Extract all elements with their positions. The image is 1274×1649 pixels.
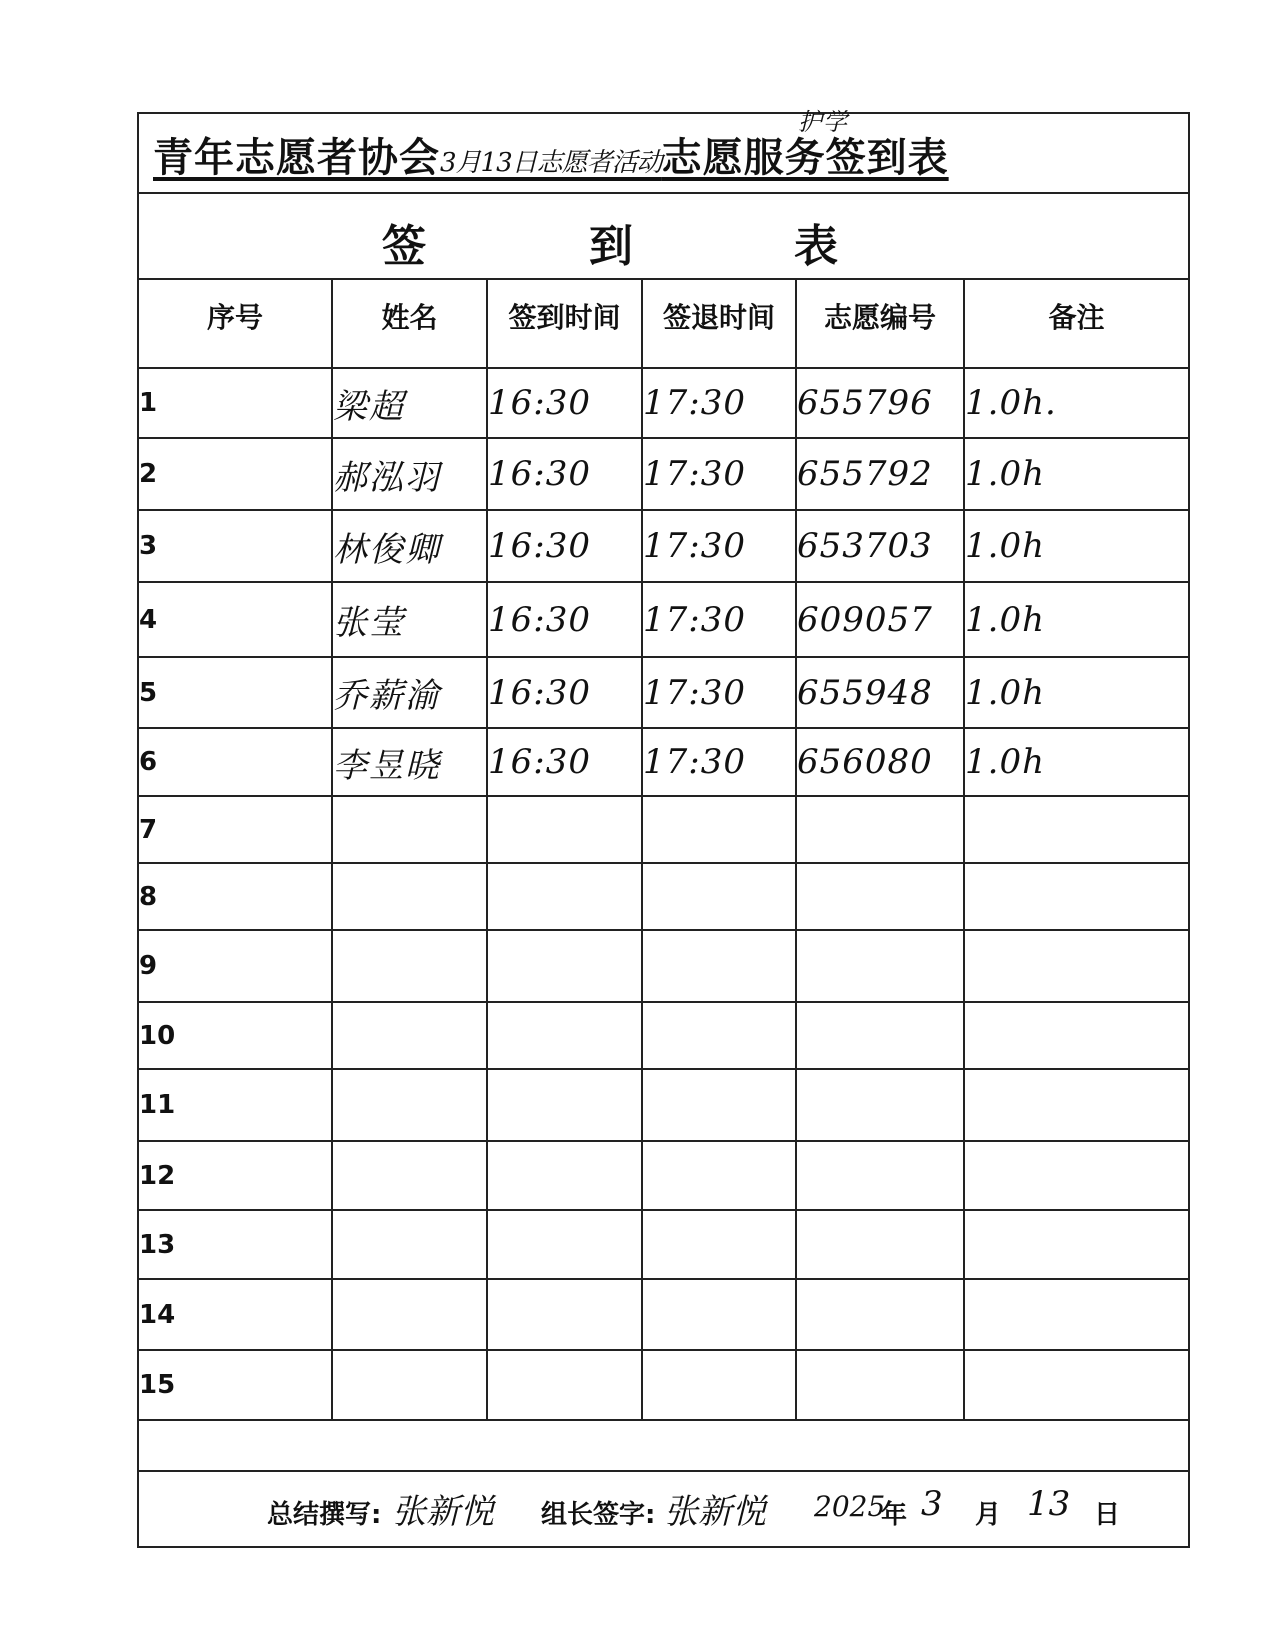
row-index: 1 xyxy=(139,368,332,438)
table-row xyxy=(139,368,1188,438)
volunteer-name xyxy=(332,1069,487,1141)
remark xyxy=(964,796,1188,863)
table-row xyxy=(139,1141,1188,1210)
volunteer-id xyxy=(796,863,964,930)
table-row xyxy=(139,930,1188,1002)
row-index: 4 xyxy=(139,582,332,657)
sign-out-time: 17:30 xyxy=(642,582,796,657)
summary-writer-signature: 张新悦 xyxy=(392,1492,494,1532)
sign-out-time xyxy=(642,1210,796,1279)
remark xyxy=(964,863,1188,930)
table-row xyxy=(139,863,1188,930)
table-row xyxy=(139,1069,1188,1141)
sign-out-time xyxy=(642,1350,796,1420)
row-index: 11 xyxy=(139,1069,332,1141)
row-index: 9 xyxy=(139,930,332,1002)
sign-in-time: 16:30 xyxy=(487,438,642,510)
volunteer-id xyxy=(796,1002,964,1069)
volunteer-name xyxy=(332,1210,487,1279)
volunteer-name xyxy=(332,1141,487,1210)
sign-in-sheet xyxy=(137,108,1190,1548)
sign-in-time xyxy=(487,1069,642,1141)
sheet-title xyxy=(153,108,949,183)
volunteer-name xyxy=(332,1279,487,1350)
sign-out-time xyxy=(642,1002,796,1069)
volunteer-id: 655948 xyxy=(796,657,964,728)
sign-out-time: 17:30 xyxy=(642,728,796,796)
remark: 1.0h xyxy=(964,510,1188,582)
row-index: 13 xyxy=(139,1210,332,1279)
volunteer-name: 李昱晓 xyxy=(332,728,487,796)
title-suffix: 志愿服务签到表 xyxy=(661,135,949,181)
footer-row xyxy=(139,1470,1188,1546)
remark: 1.0h. xyxy=(964,368,1188,438)
remark xyxy=(964,1279,1188,1350)
row-index: 2 xyxy=(139,438,332,510)
summary-writer-label: 总结撰写: xyxy=(267,1500,382,1530)
date-day: 13 xyxy=(1027,1484,1071,1524)
date-month-unit: 月 xyxy=(975,1500,1002,1530)
volunteer-name xyxy=(332,1002,487,1069)
row-index: 6 xyxy=(139,728,332,796)
sign-in-time xyxy=(487,796,642,863)
sign-in-time xyxy=(487,1279,642,1350)
sign-in-time xyxy=(487,1002,642,1069)
sign-in-time: 16:30 xyxy=(487,728,642,796)
volunteer-id xyxy=(796,930,964,1002)
volunteer-id xyxy=(796,1279,964,1350)
remark xyxy=(964,1210,1188,1279)
table-body xyxy=(139,368,1188,1420)
column-header-sign-out-time: 签退时间 xyxy=(642,280,796,368)
volunteer-name xyxy=(332,863,487,930)
volunteer-name: 乔薪渝 xyxy=(332,657,487,728)
sign-in-time: 16:30 xyxy=(487,510,642,582)
table-row xyxy=(139,657,1188,728)
sign-out-time xyxy=(642,1141,796,1210)
column-header-sign-in-time: 签到时间 xyxy=(487,280,642,368)
sign-in-time: 16:30 xyxy=(487,657,642,728)
date-month: 3 xyxy=(921,1484,943,1524)
remark xyxy=(964,930,1188,1002)
remark xyxy=(964,1350,1188,1420)
sign-out-time: 17:30 xyxy=(642,657,796,728)
table-row xyxy=(139,728,1188,796)
volunteer-id: 655792 xyxy=(796,438,964,510)
volunteer-id: 655796 xyxy=(796,368,964,438)
row-index: 15 xyxy=(139,1350,332,1420)
volunteer-id xyxy=(796,1069,964,1141)
sign-out-time: 17:30 xyxy=(642,510,796,582)
sign-in-time xyxy=(487,1141,642,1210)
column-header-remarks: 备注 xyxy=(964,280,1188,368)
volunteer-name: 林俊卿 xyxy=(332,510,487,582)
volunteer-id xyxy=(796,1350,964,1420)
volunteer-name xyxy=(332,1350,487,1420)
sign-in-time: 16:30 xyxy=(487,368,642,438)
title-prefix: 青年志愿者协会 xyxy=(153,135,440,181)
subtitle-char: 到 xyxy=(589,221,633,272)
volunteer-id: 653703 xyxy=(796,510,964,582)
sign-out-time xyxy=(642,1069,796,1141)
row-index: 12 xyxy=(139,1141,332,1210)
sign-out-time: 17:30 xyxy=(642,368,796,438)
title-handwritten-insert: 护学 xyxy=(798,108,848,136)
remark: 1.0h xyxy=(964,657,1188,728)
sign-out-time xyxy=(642,863,796,930)
row-index: 3 xyxy=(139,510,332,582)
table-row xyxy=(139,438,1188,510)
row-index: 14 xyxy=(139,1279,332,1350)
date-day-unit: 日 xyxy=(1094,1500,1121,1530)
subtitle-char: 表 xyxy=(794,221,838,272)
sign-out-time xyxy=(642,930,796,1002)
remark: 1.0h xyxy=(964,582,1188,657)
table-row xyxy=(139,1279,1188,1350)
column-header-volunteer-id: 志愿编号 xyxy=(796,280,964,368)
volunteer-id: 609057 xyxy=(796,582,964,657)
subtitle-row xyxy=(139,194,1188,280)
sign-in-time xyxy=(487,930,642,1002)
group-leader-label: 组长签字: xyxy=(541,1500,656,1530)
sign-in-time xyxy=(487,1350,642,1420)
remark: 1.0h xyxy=(964,438,1188,510)
column-header-name: 姓名 xyxy=(332,280,487,368)
remark: 1.0h xyxy=(964,728,1188,796)
date-year-unit: 年 xyxy=(881,1500,908,1530)
sign-in-time: 16:30 xyxy=(487,582,642,657)
volunteer-name xyxy=(332,930,487,1002)
volunteer-name: 郝泓羽 xyxy=(332,438,487,510)
subtitle-char: 签 xyxy=(382,221,426,272)
row-index: 8 xyxy=(139,863,332,930)
table-row xyxy=(139,1002,1188,1069)
remark xyxy=(964,1002,1188,1069)
volunteer-id xyxy=(796,1210,964,1279)
column-header-index: 序号 xyxy=(139,280,332,368)
row-index: 7 xyxy=(139,796,332,863)
volunteer-name: 梁超 xyxy=(332,368,487,438)
sign-out-time xyxy=(642,796,796,863)
row-index: 10 xyxy=(139,1002,332,1069)
title-handwritten-activity: 3月13日志愿者活动 xyxy=(440,148,662,178)
table-row xyxy=(139,1210,1188,1279)
volunteer-id: 656080 xyxy=(796,728,964,796)
remark xyxy=(964,1069,1188,1141)
volunteer-id xyxy=(796,796,964,863)
row-index: 5 xyxy=(139,657,332,728)
volunteer-name xyxy=(332,796,487,863)
table-row xyxy=(139,510,1188,582)
sign-out-time: 17:30 xyxy=(642,438,796,510)
title-row xyxy=(139,108,1188,194)
table-header-row xyxy=(139,280,1188,368)
volunteer-id xyxy=(796,1141,964,1210)
volunteer-name: 张莹 xyxy=(332,582,487,657)
table-row xyxy=(139,1350,1188,1420)
sign-in-time xyxy=(487,1210,642,1279)
table-row xyxy=(139,582,1188,657)
sign-out-time xyxy=(642,1279,796,1350)
table-row xyxy=(139,796,1188,863)
group-leader-signature: 张新悦 xyxy=(664,1492,766,1532)
date-year: 2025 xyxy=(814,1490,886,1523)
sign-in-table xyxy=(139,280,1188,1421)
remark xyxy=(964,1141,1188,1210)
sign-in-time xyxy=(487,863,642,930)
